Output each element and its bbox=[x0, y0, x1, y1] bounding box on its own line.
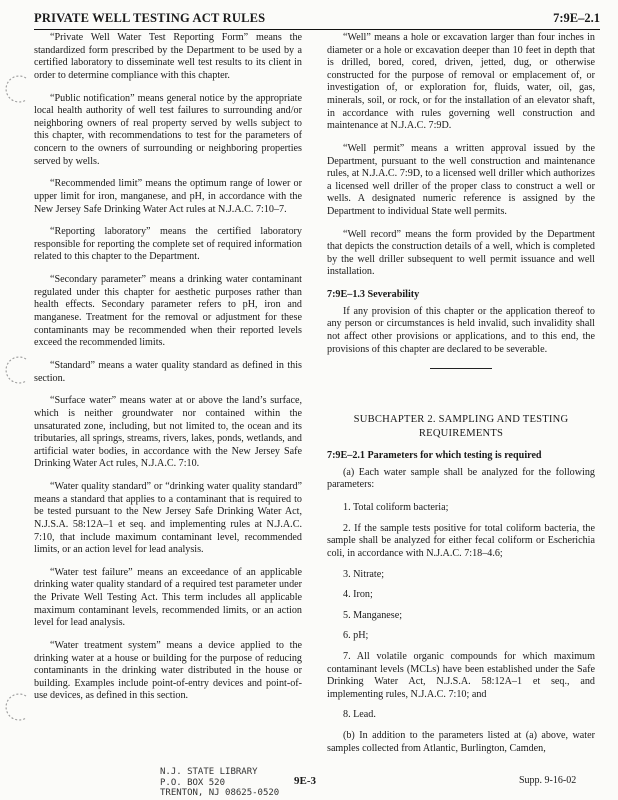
definition-well-permit: “Well permit” means a written approval issued by the Department, pursuant to the well construction and maintenance rules, at N.J.A.C. 7:9D, to a licensed well driller which authorizes a licensed well driller of the proper class to construct a well or wells. A designated numeric reference is assigned by the Department to individual State well permits. bbox=[327, 142, 595, 217]
library-stamp bbox=[160, 767, 279, 799]
list-item: 4. Iron; bbox=[343, 589, 373, 601]
definition-reporting-laboratory: “Reporting laboratory” means the certified laboratory responsible for reporting the complete set of required information related to this chapter to the Department. bbox=[34, 226, 302, 263]
definition-water-treatment-system: “Water treatment system” means a device applied to the drinking water at a house or building for the purpose of reducing contaminants in the drinking water distributed in the house or building. Examples include point-of-entry devices and point-of-use devices, as defined in this section. bbox=[34, 640, 302, 702]
list-item: 3. Nitrate; bbox=[343, 568, 385, 580]
severability-text: If any provision of this chapter or the application thereof to any person or circumstances is held invalid, such invalidity shall not affect other provisions or applications, and to this end, the provisions of this chapter are declared to be severable. bbox=[327, 305, 595, 355]
paragraph-b: (b) In addition to the parameters listed at (a) above, water samples collected from Atlantic, Burlington, Camden, bbox=[327, 729, 595, 754]
section-heading-parameters: 7:9E–2.1 Parameters for which testing is required bbox=[327, 450, 542, 462]
definition-water-quality-standard: “Water quality standard” or “drinking water quality standard” means a standard that applies to a contaminant that is required to be tested pursuant to the New Jersey Safe Drinking Water Act, N.J.S.A. 58:12A–1 et seq. and implementing rules at N.J.A.C. 7:10, that include maximum contaminant level, recommended limits, or an action level for lead analysis. bbox=[34, 481, 302, 556]
section-divider bbox=[430, 368, 492, 369]
header-rule bbox=[34, 29, 600, 30]
definition-recommended-limit: “Recommended limit” means the optimum range of lower or upper limit for iron, manganese, and pH, in accordance with the New Jersey Safe Drinking Water Act rules at N.J.A.C. 7:10–7. bbox=[34, 178, 302, 215]
list-item: 1. Total coliform bacteria; bbox=[343, 502, 449, 514]
stamp-line: N.J. STATE LIBRARY bbox=[160, 767, 258, 777]
parameters-intro: (a) Each water sample shall be analyzed for the following parameters: bbox=[327, 466, 595, 491]
definition-standard: “Standard” means a water quality standard as defined in this section. bbox=[34, 360, 302, 384]
stamp-line: TRENTON, NJ 08625-0520 bbox=[160, 788, 280, 798]
definition-public-notification: “Public notification” means general notice by the appropriate local health authority of well test failures to surrounding and/or neighboring owners of real property served by wells subject to this chapter, with recommendations to test for the parameters of concern to the owners of surrounding or neighboring properties served by wells. bbox=[34, 92, 302, 167]
list-item: 5. Manganese; bbox=[343, 609, 403, 621]
definition-secondary-parameter: “Secondary parameter” means a drinking water contaminant regulated under this chapter for aesthetic purposes rather than health effects. Secondary parameter refers to pH, iron and manganese. Treatment for the removal or adjustment for these contaminants may be recommended when their reported levels exceed the recommended limits. bbox=[34, 274, 302, 349]
definition-well-record: “Well record” means the form provided by the Department that depicts the construction details of a well, which is completed by the well driller subsequent to well permit issuance and well installation. bbox=[327, 228, 595, 278]
definition-private-well-water-test-reporting-form: “Private Well Water Test Reporting Form” means the standardized form prescribed by the Department to be used by a certified laboratory to disseminate well test results to its client in order to determine compliance with this chapter. bbox=[34, 32, 302, 81]
punch-hole-icon bbox=[4, 692, 34, 722]
subchapter-title bbox=[327, 413, 595, 440]
list-item: 6. pH; bbox=[343, 630, 369, 642]
subchapter-title-line2: REQUIREMENTS bbox=[418, 427, 504, 439]
punch-hole-icon bbox=[4, 355, 34, 385]
punch-hole-icon bbox=[4, 74, 34, 104]
subchapter-title-line1: SUBCHAPTER 2. SAMPLING AND TESTING bbox=[353, 414, 569, 426]
page-header bbox=[34, 11, 600, 31]
list-item: 2. If the sample tests positive for total coliform bacteria, the sample shall be analyzed for either fecal coliform or Escherichia coli, in accordance with N.J.A.C. 7:18–4.6; bbox=[327, 522, 595, 559]
left-column bbox=[34, 32, 302, 713]
severability-heading: 7:9E–1.3 Severability bbox=[327, 289, 420, 301]
running-title: PRIVATE WELL TESTING ACT RULES bbox=[34, 11, 266, 25]
list-item: 8. Lead. bbox=[343, 709, 376, 721]
definition-surface-water: “Surface water” means water at or above the land’s surface, which is neither groundwater nor contained within the unsaturated zone, including, but not limited to, the ocean and its tributaries, all springs, streams, rivers, lakes, ponds, wetlands, and artificial water bodies, in accordance with the New Jersey Safe Drinking Water Act rules, N.J.A.C. 7:10. bbox=[34, 395, 302, 470]
definition-well: “Well” means a hole or excavation larger than four inches in diameter or a hole or excavation deeper than 10 feet in depth that is drilled, bored, cored, driven, jetted, dug, or otherwise constructed for the purpose of removal or emplacement of, or investigation of, or exploration for, fluids, water, oil, gas, minerals, soil, or rock, or for the installation of an elevator shaft, in accordance with rules governing well construction and maintenance at N.J.A.C. 7:9D. bbox=[327, 32, 595, 132]
list-item: 7. All volatile organic compounds for which maximum contaminant levels (MCLs) have been established under the Safe Drinking Water Act, N.J.S.A. 58:12A–1 et seq., and implementing rules, N.J.A.C. 7:10; and bbox=[327, 650, 595, 700]
page-number: 9E-3 bbox=[294, 775, 316, 787]
stamp-line: P.O. BOX 520 bbox=[160, 777, 226, 788]
definition-water-test-failure: “Water test failure” means an exceedance of an applicable drinking water quality standard of a required test parameter under the Private Well Testing Act. This term includes all applicable maximum contaminant levels, recommended limits, or an action level for lead analysis. bbox=[34, 566, 302, 629]
supplement-date: Supp. 9-16-02 bbox=[519, 775, 577, 786]
section-number: 7:9E–2.1 bbox=[553, 11, 600, 25]
right-column bbox=[327, 32, 595, 765]
